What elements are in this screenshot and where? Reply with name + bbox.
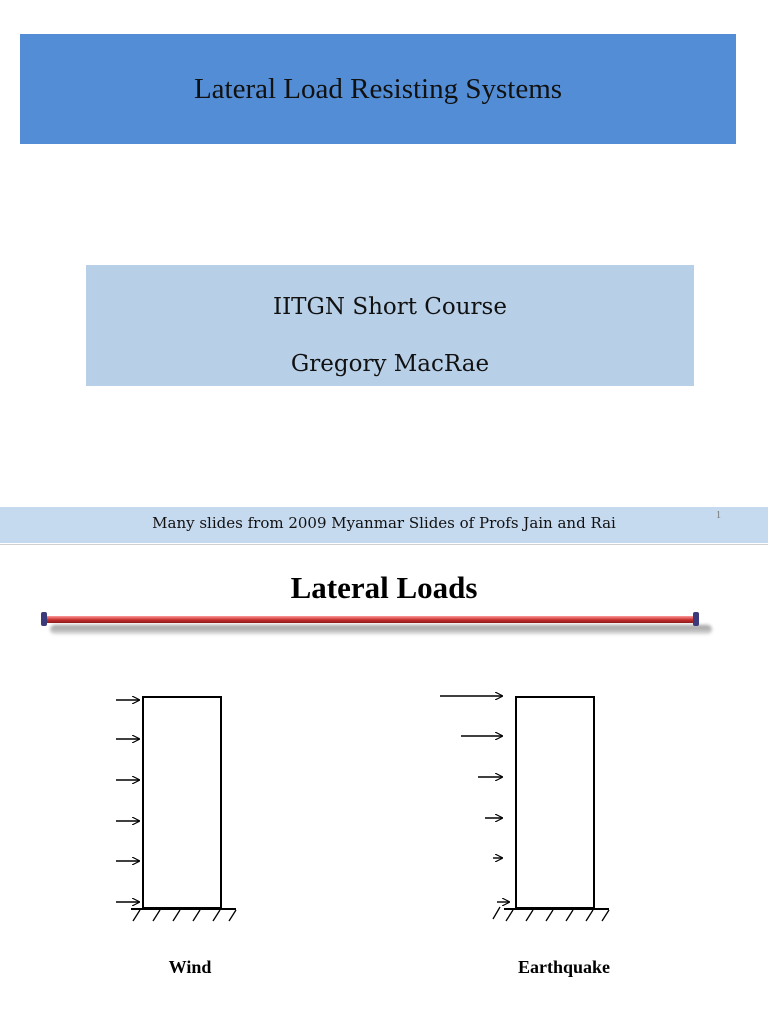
slide-lateral-loads — [0, 545, 768, 1024]
slide-title-text: Lateral Load Resisting Systems — [193, 72, 563, 105]
page-number: 1 — [716, 510, 721, 521]
lateral-loads-title: Lateral Loads — [290, 570, 478, 605]
wind-arrows — [116, 700, 139, 902]
title-banner — [20, 34, 736, 144]
course-name: IITGN Short Course — [273, 294, 507, 320]
wind-caption: Wind — [168, 957, 212, 977]
wind-diagram — [116, 697, 236, 921]
earthquake-diagram — [440, 696, 609, 921]
author-name: Gregory MacRae — [290, 351, 490, 377]
wind-building — [143, 697, 221, 908]
footer-note: Many slides from 2009 Myanmar Slides of Profs Jain and Rai — [152, 514, 616, 532]
subtitle-box — [86, 265, 694, 386]
wind-ground-hatch — [133, 910, 236, 921]
earthquake-caption: Earthquake — [517, 957, 611, 977]
earthquake-arrows — [440, 696, 509, 902]
footer-strip — [0, 507, 768, 543]
earthquake-building — [516, 697, 594, 908]
load-diagrams — [0, 545, 768, 1024]
